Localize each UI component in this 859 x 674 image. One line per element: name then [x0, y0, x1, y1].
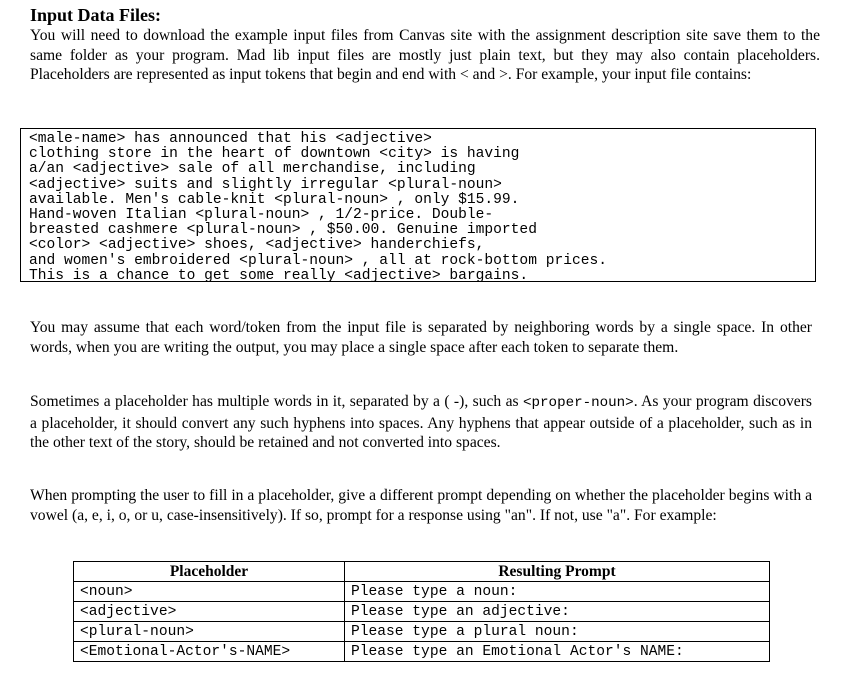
sample-line: Hand-woven Italian <plural-noun> , 1/2-price. Double- — [29, 207, 494, 224]
sample-line: <color> <adjective> shoes, <adjective> handerchiefs, — [29, 237, 485, 254]
hyphen-paragraph — [30, 392, 812, 453]
resulting-prompt-header: Resulting Prompt — [345, 562, 770, 582]
sample-line: breasted cashmere <plural-noun> , $50.00. Genuine imported — [29, 222, 537, 239]
placeholder-cell: <adjective> — [74, 602, 345, 622]
sample-line: available. Men's cable-knit <plural-noun> , only $15.99. — [29, 191, 520, 208]
tokens-paragraph: You may assume that each word/token from the input file is separated by neighboring words by a single space. In other words, when you are writing the output, you may place a single space after each token to separate them. — [30, 319, 812, 356]
placeholder-header: Placeholder — [74, 562, 345, 582]
hyphen-text-after: . As your program discovers a placeholder, it should convert any such hyphens into spaces. Any hyphens that appear outside of a placeholder, such as in the other text of the story, should be retained and not converted into spaces. — [30, 393, 812, 452]
prompt-table — [73, 561, 770, 662]
placeholder-cell: <Emotional-Actor's-NAME> — [74, 642, 345, 662]
sample-input-box — [20, 128, 816, 282]
sample-line: and women's embroidered <plural-noun> , all at rock-bottom prices. — [29, 252, 608, 269]
table-row — [74, 642, 770, 662]
table-row — [74, 602, 770, 622]
sample-line: clothing store in the heart of downtown <city> is having — [29, 146, 520, 163]
section-heading: Input Data Files: — [30, 5, 162, 25]
intro-paragraph: You will need to download the example input files from Canvas site with the assignment description site save them to the same folder as your program. Mad lib input files are mostly just plain text, but they may also contain placeholders. Placeholders are represented as input tokens that begin and end with < and >. For example, your input file contains: — [30, 27, 820, 84]
sample-line: a/an <adjective> sale of all merchandise, including — [29, 161, 476, 178]
table-row — [74, 622, 770, 642]
sample-line: <male-name> has announced that his <adjective> — [29, 131, 432, 147]
proper-noun-code: <proper-noun> — [523, 395, 634, 411]
placeholder-cell: <plural-noun> — [74, 622, 345, 642]
table-header-row — [74, 562, 770, 582]
prompt-cell: Please type an Emotional Actor's NAME: — [345, 642, 770, 662]
table-row — [74, 582, 770, 602]
prompt-paragraph: When prompting the user to fill in a placeholder, give a different prompt depending on whether the placeholder begins with a vowel (a, e, i, o, or u, case-insensitively). If so, prompt for a response using "an". If not, use "a". For example: — [30, 487, 812, 524]
sample-line: <adjective> suits and slightly irregular <plural-noun> — [29, 176, 502, 193]
prompt-cell: Please type a plural noun: — [345, 622, 770, 642]
document-page — [30, 4, 820, 85]
prompt-cell: Please type an adjective: — [345, 602, 770, 622]
placeholder-cell: <noun> — [74, 582, 345, 602]
prompt-cell: Please type a noun: — [345, 582, 770, 602]
sample-line: This is a chance to get some really <adjective> bargains. — [29, 267, 529, 284]
hyphen-text-before: Sometimes a placeholder has multiple words in it, separated by a ( -), such as — [30, 393, 524, 410]
